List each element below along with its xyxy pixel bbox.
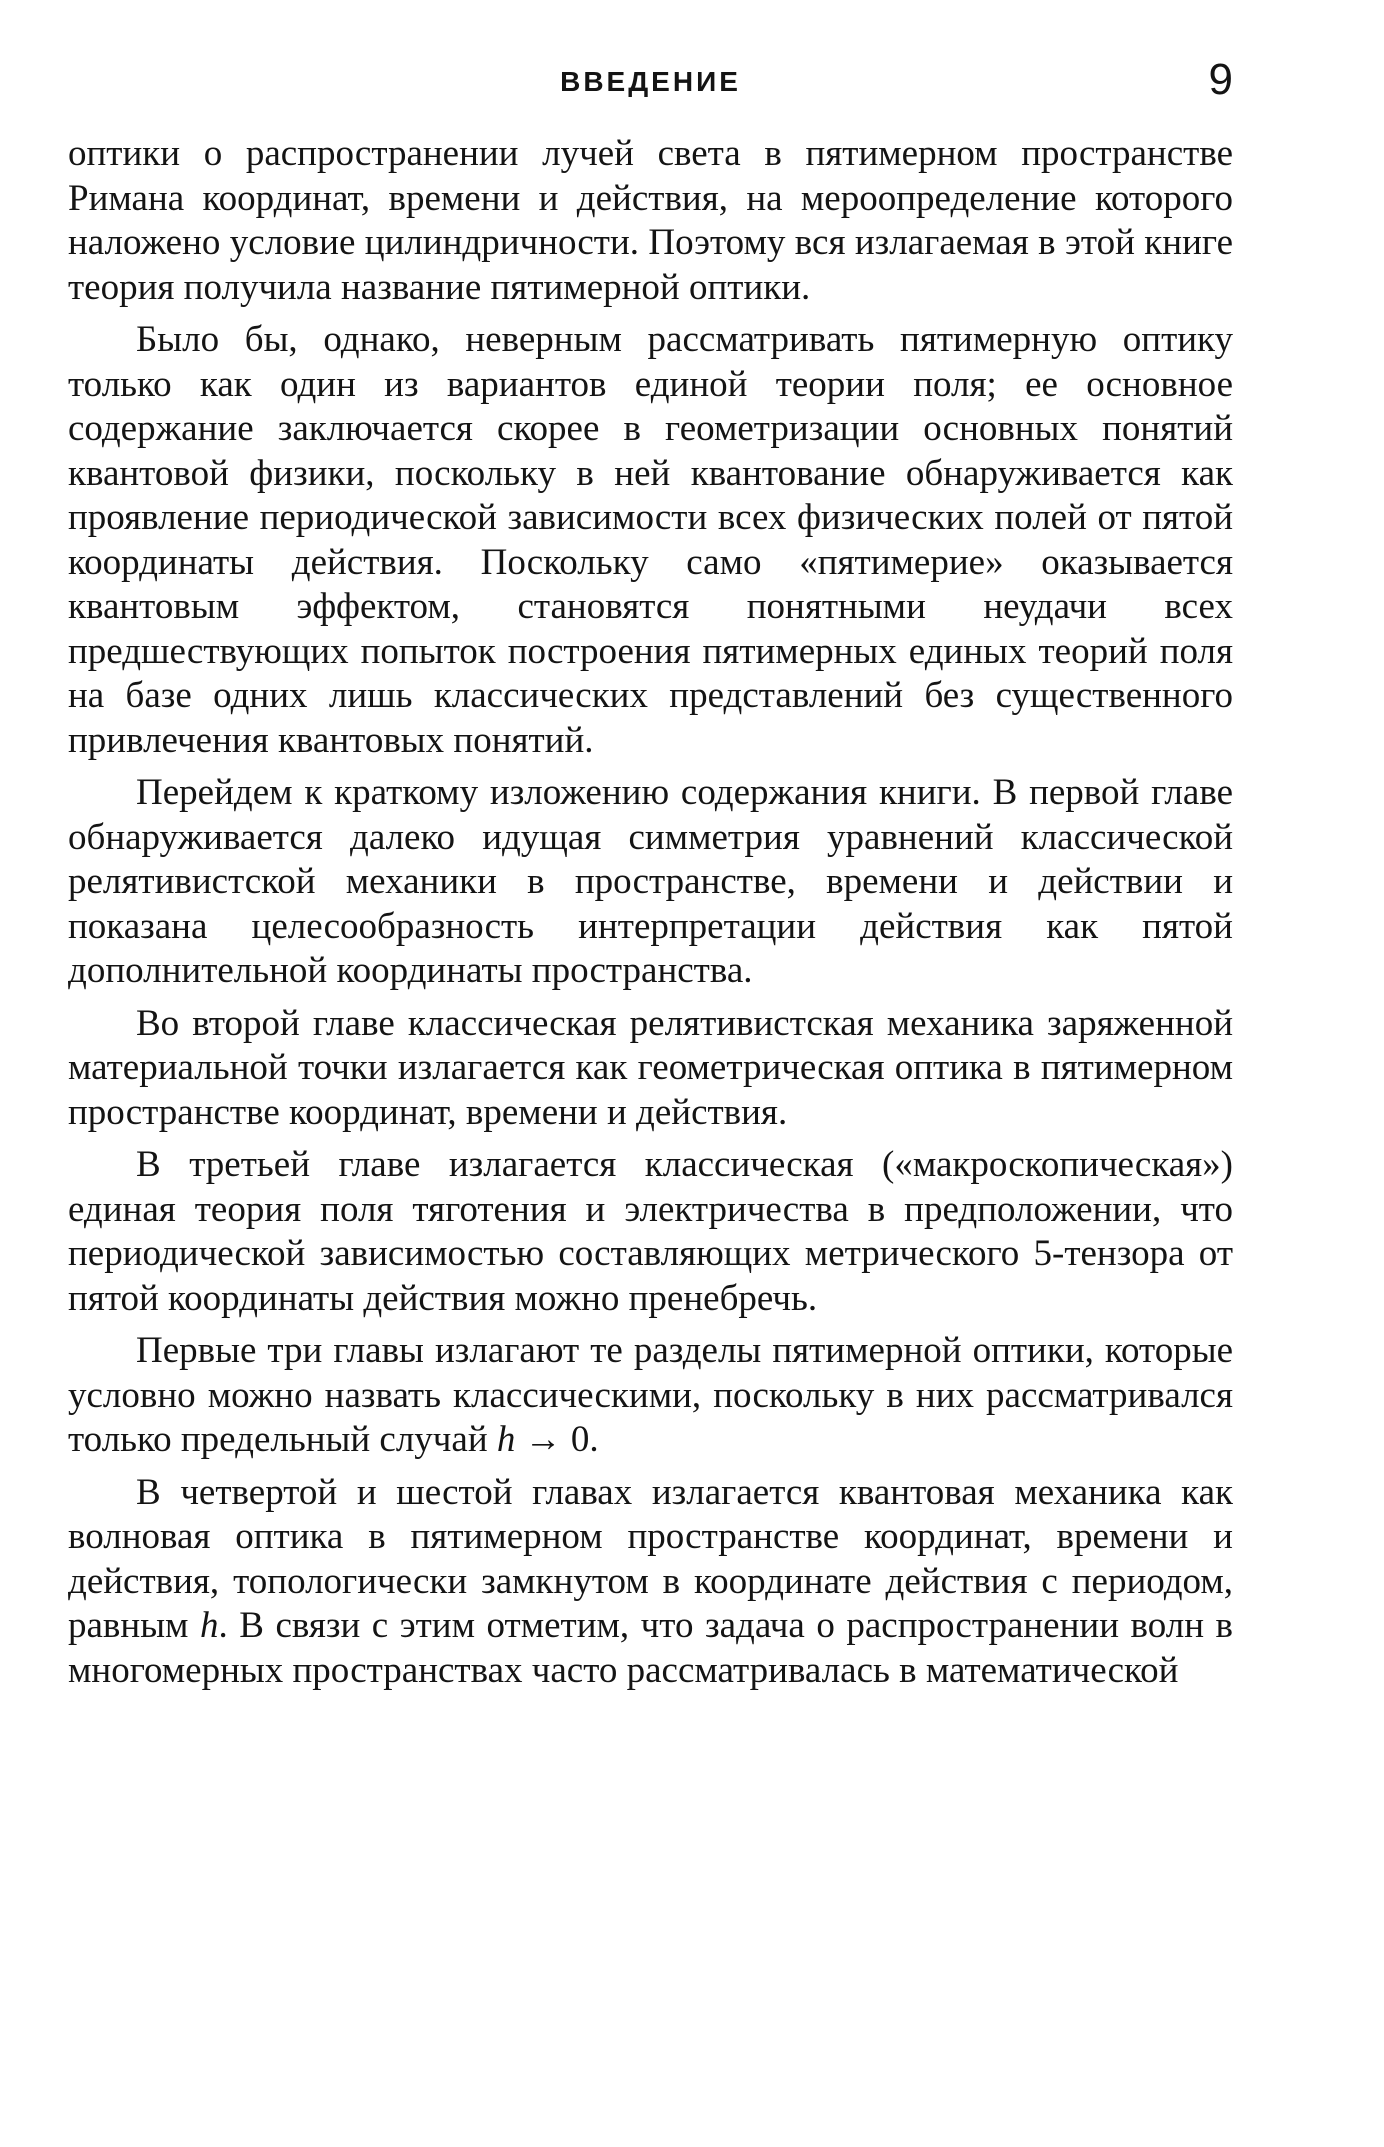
book-page [68,50,1233,2110]
paragraph-classical-chapters [68,1329,1233,1463]
body-text [68,132,1233,1693]
paragraph-text: Первые три главы излагают те разделы пятимерной оптики, которые условно можно назвать классическими, поскольку в них рассматривался только предельный случай [68,1330,1233,1460]
page-number: 9 [1208,55,1233,104]
paragraph-text: В четвертой и шестой главах излагается квантовая механика как волновая оптика в пятимерном пространстве координат, времени и действия, топологически замкнутом в координате действия с периодом, равным [68,1471,1233,1646]
paragraph-continuation: оптики о распространении лучей света в пятимерном пространстве Римана координат, времени и действия, на мероопределение которого наложено условие цилиндричности. Поэтому вся излагаемая в этой книге теория получила название пятимерной оптики. [68,133,1233,308]
paragraph-text: → 0. [515,1419,599,1460]
running-title: ВВЕДЕНИЕ [560,66,741,97]
paragraph-chapter-three: В третьей главе излагается классическая («макроскопическая») единая теория поля тяготения и электричества в предположении, что периодической зависимостью составляющих метрического 5-тензора от пятой координаты действия можно пренебречь. [68,1144,1233,1319]
running-header [68,50,1233,110]
paragraph-chapter-two: Во второй главе классическая релятивистская механика заряженной материальной точки излагается как геометрическая оптика в пятимерном пространстве координат, времени и действия. [68,1002,1233,1133]
paragraph-five-dimensional-optics-meaning: Было бы, однако, неверным рассматривать пятимерную оптику только как один из вариантов единой теории поля; ее основное содержание заключается скорее в геометризации основных понятий квантовой физики, поскольку в ней квантование обнаруживается как проявление периодической зависимости всех физических полей от пятой координаты действия. Поскольку само «пятимерие» оказывается квантовым эффектом, становятся понятными неудачи всех предшествующих попыток построения пятимерных единых теорий поля на базе одних лишь классических представлений без существенного привлечения квантовых понятий. [68,319,1233,761]
paragraph-text: . В связи с этим отметим, что задача о распространении волн в многомерных пространствах часто рассматривалась в математической [68,1605,1233,1691]
paragraph-chapters-four-and-six [68,1471,1233,1694]
planck-constant-symbol: h [199,1605,219,1646]
planck-constant-symbol: h [496,1419,516,1460]
paragraph-book-summary-chapter-one: Перейдем к краткому изложению содержания книги. В первой главе обнаруживается далеко идущая симметрия уравнений классической релятивистской механики в пространстве, времени и действии и показана целесообразность интерпретации действия как пятой дополнительной координаты пространства. [68,772,1233,991]
